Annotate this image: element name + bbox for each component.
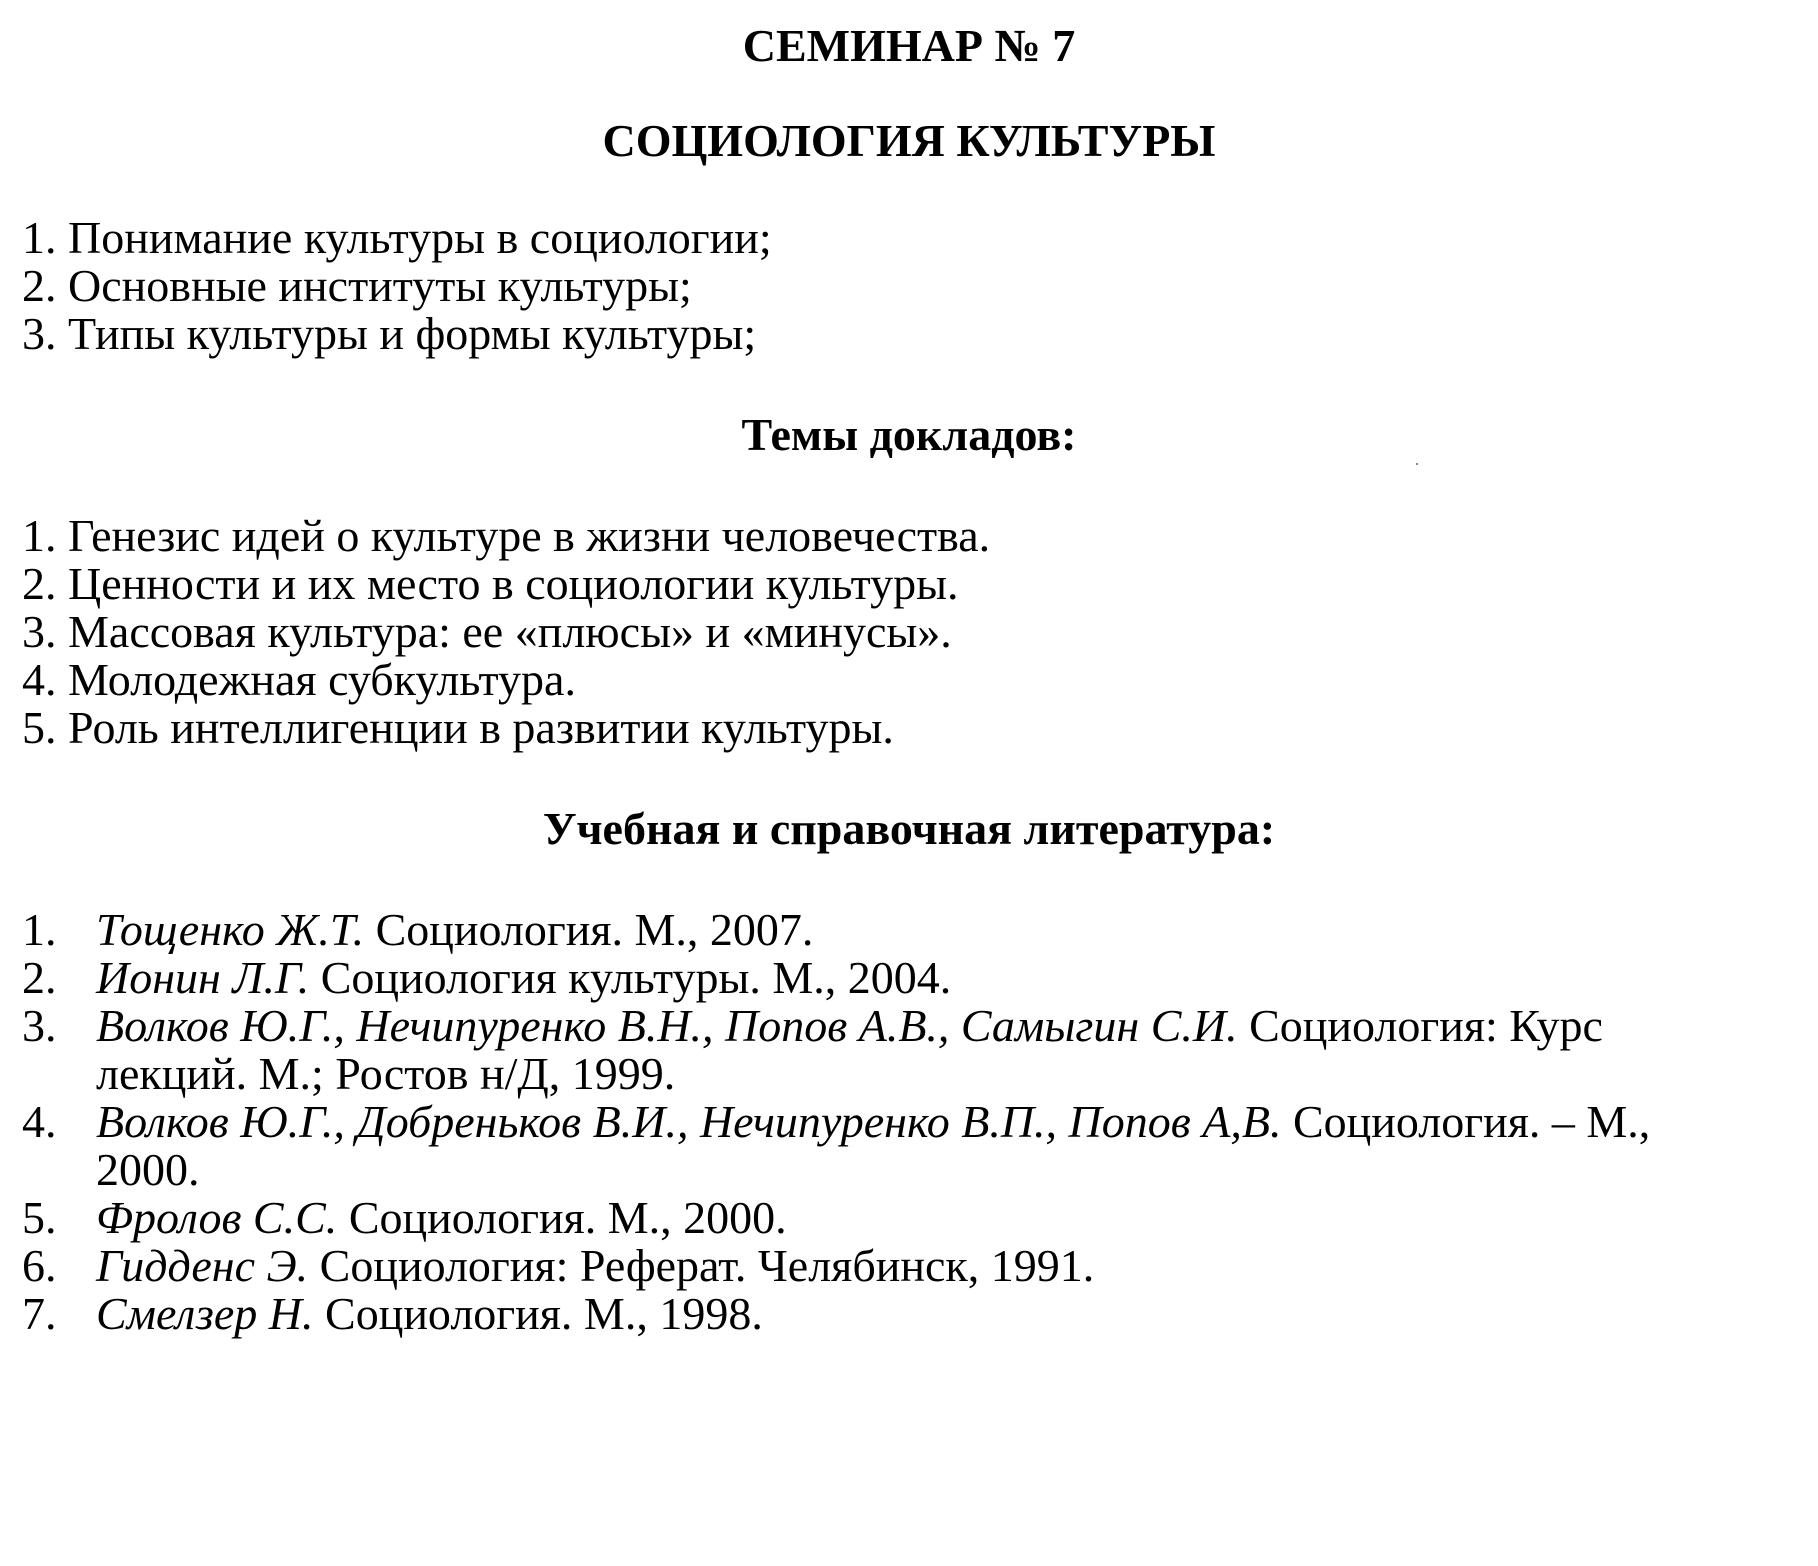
reports-heading: Темы докладов: — [741, 409, 1077, 460]
reference-author: Тощенко Ж.Т. — [96, 904, 365, 955]
reference-author: Волков Ю.Г., Добреньков В.И., Нечипуренко В.П., Попов А,В. — [96, 1096, 1282, 1147]
reference-details: Социология. – М., — [1281, 1096, 1651, 1147]
literature-heading: Учебная и справочная литература: — [542, 803, 1276, 854]
reference-details: Социология: Реферат. Челябинск, 1991. — [308, 1240, 1095, 1291]
reference-author: Волков Ю.Г., Нечипуренко В.Н., Попов А.В., Самыгин С.И. — [96, 1000, 1238, 1051]
report-item: 2. Ценности и их место в социологии культуры. — [22, 558, 959, 609]
reference-number: 1. — [22, 904, 57, 955]
report-item: 3. Массовая культура: ее «плюсы» и «минусы». — [22, 606, 952, 657]
reference-details: Социология. М., 2007. — [364, 904, 814, 955]
reference-author: Смелзер Н. — [96, 1288, 314, 1339]
reference-number: 6. — [22, 1240, 57, 1291]
seminar-number-heading: СЕМИНАР № 7 — [742, 20, 1076, 71]
scan-speck — [1416, 463, 1418, 465]
reference-number: 3. — [22, 1000, 57, 1051]
report-item: 1. Генезис идей о культуре в жизни человечества. — [22, 510, 991, 561]
reference-continuation: лекций. М.; Ростов н/Д, 1999. — [96, 1048, 676, 1099]
reference-author: Гидденс Э. — [96, 1240, 309, 1291]
reference-number: 5. — [22, 1192, 57, 1243]
seminar-topic-heading: СОЦИОЛОГИЯ КУЛЬТУРЫ — [602, 115, 1216, 166]
reference-number: 2. — [22, 952, 57, 1003]
reference-author: Фролов С.С. — [96, 1192, 338, 1243]
question-item: 3. Типы культуры и формы культуры; — [22, 308, 757, 359]
reference-continuation: 2000. — [96, 1144, 200, 1195]
reference-details: Социология культуры. М., 2004. — [309, 952, 952, 1003]
reference-item — [96, 1286, 763, 1342]
reference-details: Социология: Курс — [1237, 1000, 1603, 1051]
question-item: 1. Понимание культуры в социологии; — [22, 212, 772, 263]
report-item: 5. Роль интеллигенции в развитии культуры. — [22, 702, 894, 753]
reference-author: Ионин Л.Г. — [96, 952, 310, 1003]
question-item: 2. Основные институты культуры; — [22, 260, 692, 311]
report-item: 4. Молодежная субкультура. — [22, 654, 576, 705]
reference-number: 7. — [22, 1288, 57, 1339]
reference-details: Социология. М., 2000. — [337, 1192, 787, 1243]
reference-details: Социология. М., 1998. — [313, 1288, 763, 1339]
reference-item — [96, 1094, 1650, 1150]
reference-number: 4. — [22, 1096, 57, 1147]
